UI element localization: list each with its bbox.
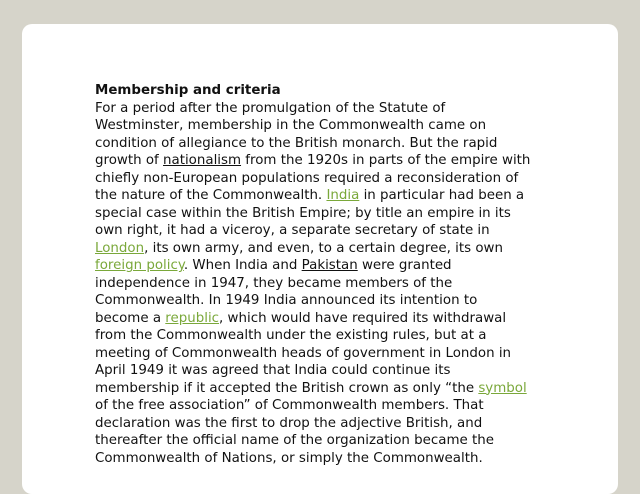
paragraph-text: of the free association” of Commonwealth members. That declaration was the first to drop the adjective British, and thereafter the official name of the organization became the Commonwealth of Nations, or simply the Commonwealth. — [95, 398, 494, 466]
link-london[interactable]: London — [95, 240, 145, 256]
link-india[interactable]: India — [326, 188, 360, 203]
link-republic[interactable]: republic — [165, 310, 220, 326]
paragraph-text: from the 1920s in parts of the empire with chiefly non-European populations required a reconsideration of the nature of the Commonwealth. — [95, 153, 531, 203]
paragraph-text: in particular had been a special case within the British Empire; by title an empire in its own right, it had a viceroy, a separate secretary of state in — [95, 188, 525, 238]
paragraph-text: were granted independence in 1947, they became members of the Commonwealth. In 1949 India announced its intention to become a — [95, 258, 478, 326]
paragraph-text: , its own army, and even, to a certain degree, its own — [144, 240, 503, 256]
section-heading: Membership and criteria — [95, 83, 281, 98]
term-nationalism[interactable]: nationalism — [163, 153, 242, 168]
paragraph-text: For a period after the promulgation of the Statute of Westminster, membership in the Commonwealth came on condition of allegiance to the British monarch. But the rapid growth of — [95, 100, 498, 168]
paragraph-text: , which would have required its withdrawal from the Commonwealth under the existing rules, but at a meeting of Commonwealth heads of government in London in April 1949 it was agreed that India could continue its membership if it accepted the British crown as only “the — [95, 310, 512, 396]
paragraph-text: . When India and — [183, 258, 302, 273]
link-foreign-policy[interactable]: foreign policy — [95, 258, 184, 273]
article-body — [95, 82, 535, 467]
term-pakistan[interactable]: Pakistan — [301, 258, 358, 273]
link-symbol[interactable]: symbol — [478, 380, 527, 396]
